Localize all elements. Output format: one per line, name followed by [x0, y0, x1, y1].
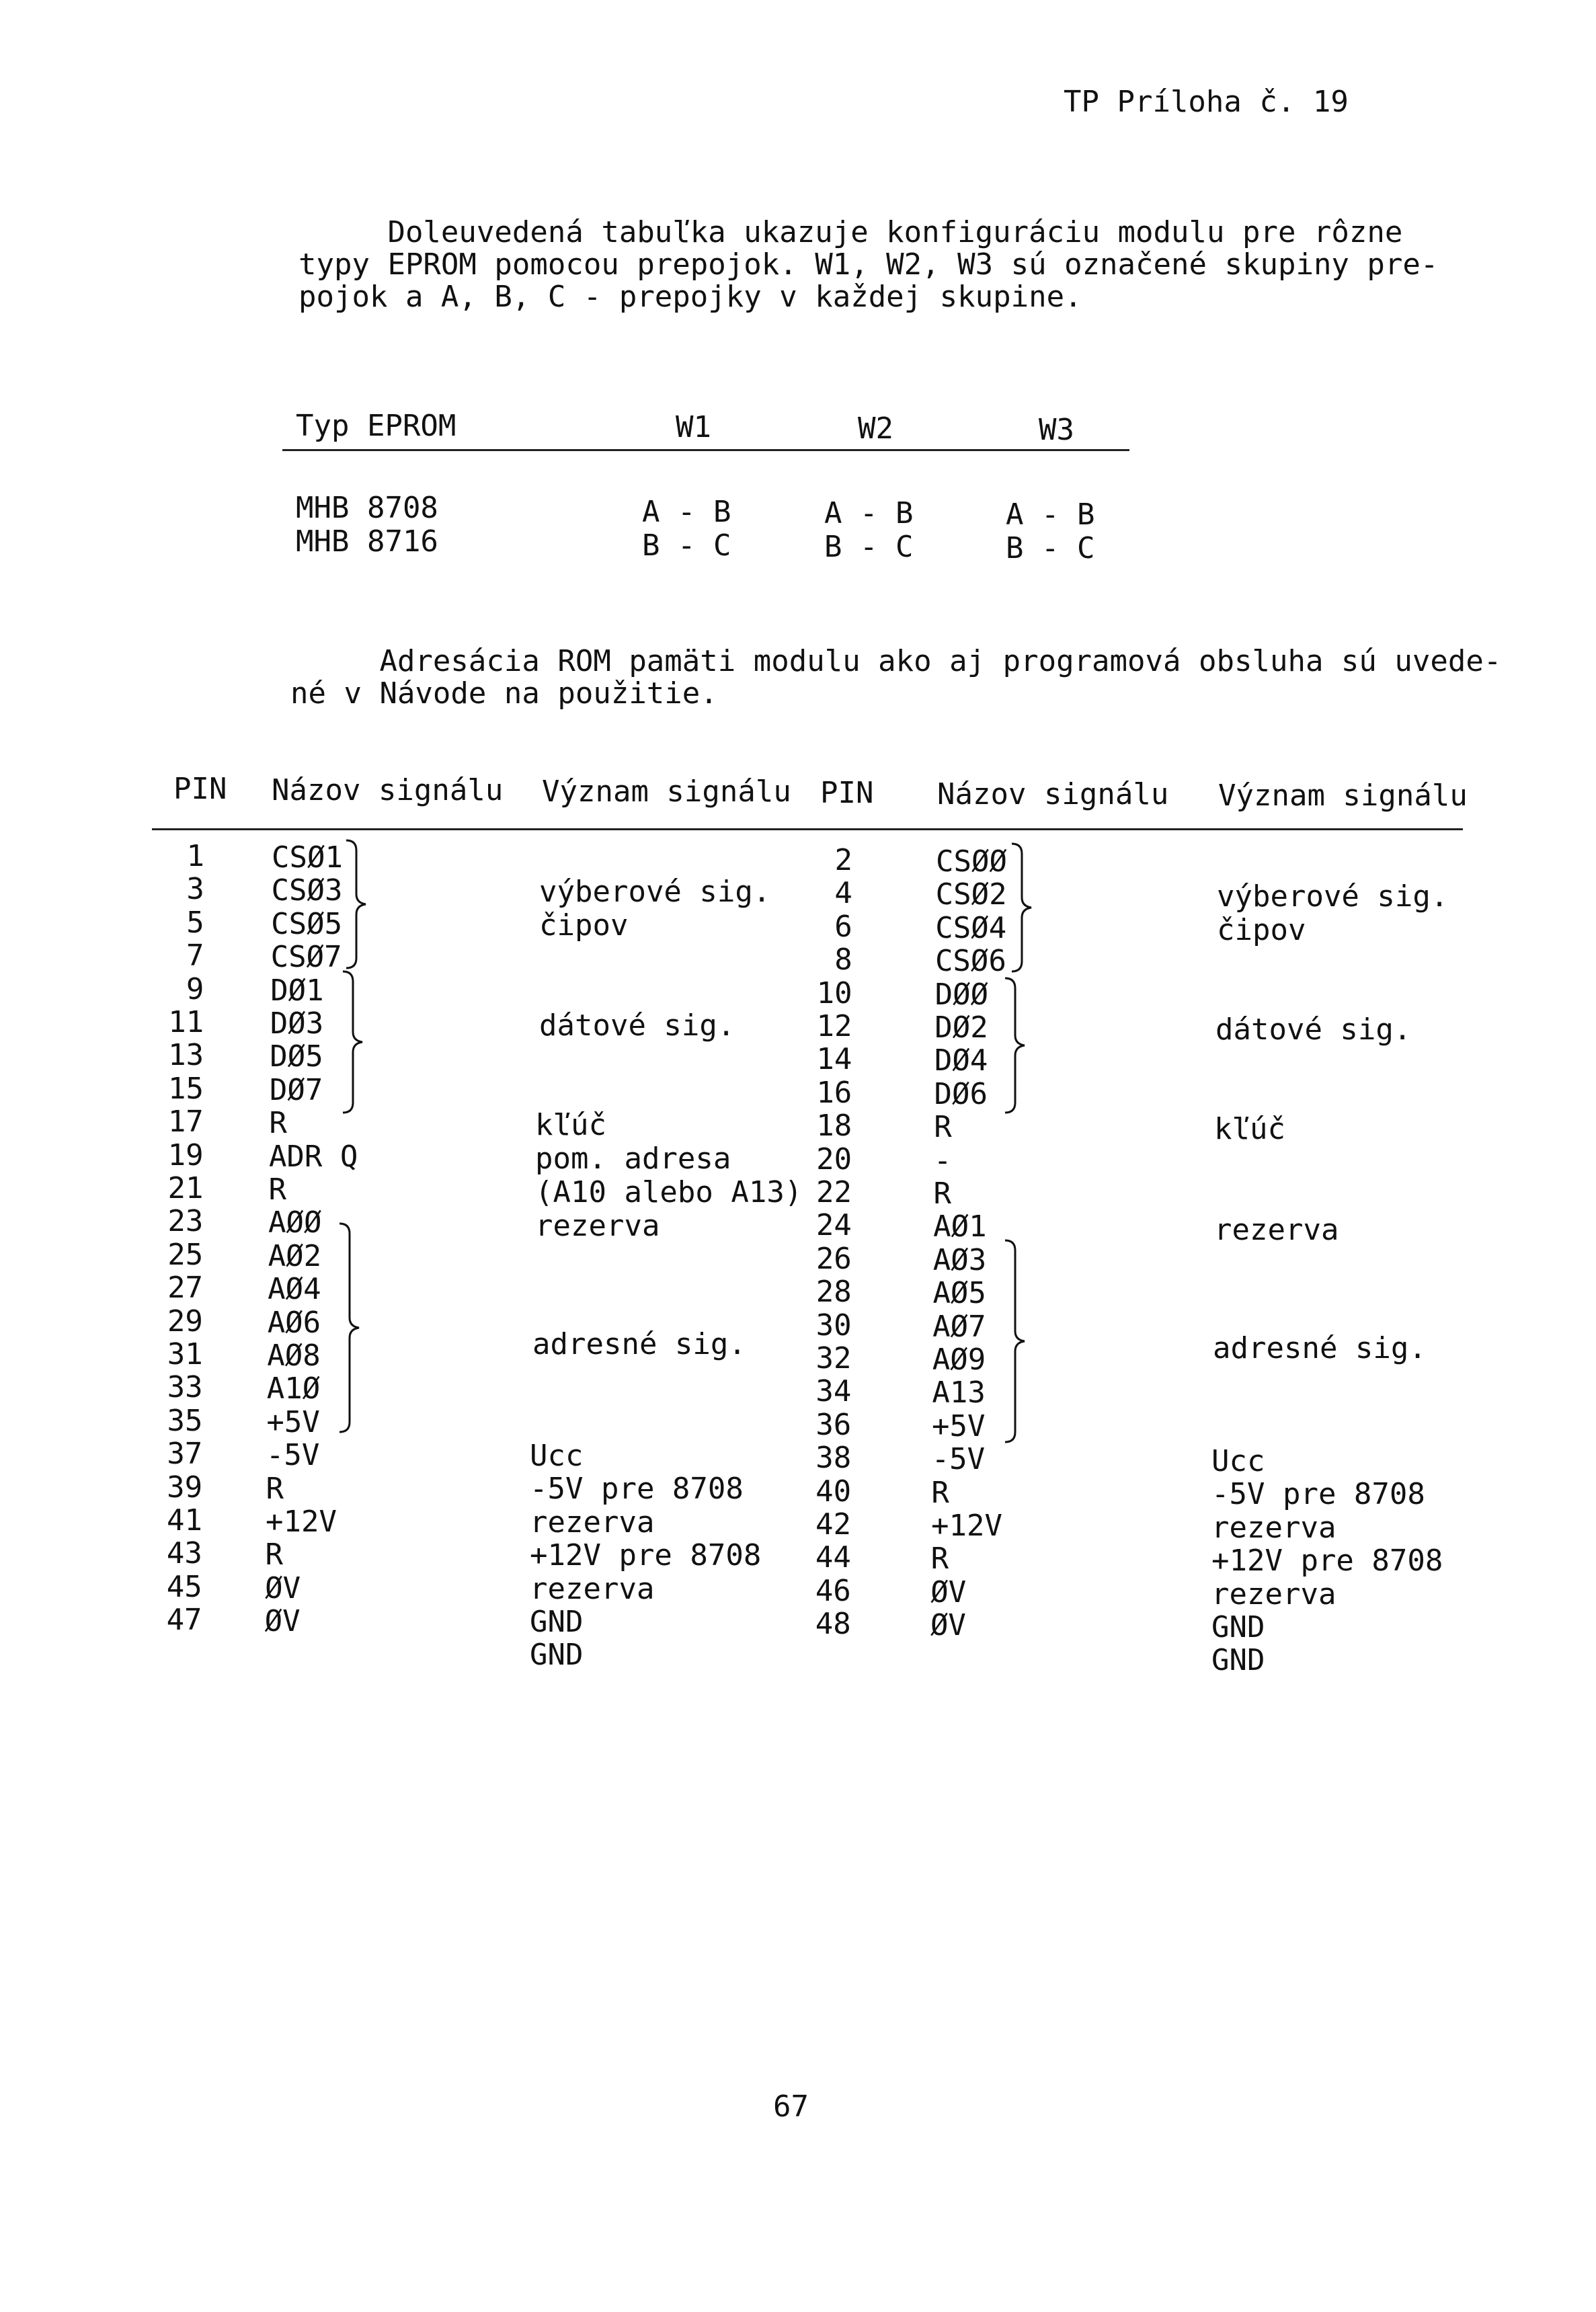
signal-name: AØ2 — [268, 1238, 322, 1273]
signal-name: ØV — [265, 1570, 301, 1605]
signal-name: R — [933, 1177, 951, 1211]
left-meaning-select: výberové sig. — [539, 875, 771, 909]
signal-name: R — [931, 1475, 949, 1510]
pin-header-meaning-left: Význam signálu — [542, 774, 791, 809]
signal-name: AØ3 — [932, 1242, 987, 1277]
pin-number: 35 — [167, 1403, 203, 1438]
left-meaning-aux-address: pom. adresa — [535, 1142, 731, 1176]
pin-number: 25 — [167, 1237, 204, 1272]
signal-name: DØ2 — [934, 1010, 988, 1045]
signal-name: +5V — [266, 1404, 320, 1439]
pin-number: 38 — [815, 1441, 852, 1476]
pin-number: 41 — [167, 1503, 202, 1538]
pin-number: 21 — [167, 1171, 204, 1205]
config-cell: A - B — [642, 495, 731, 529]
signal-name: DØ3 — [270, 1006, 324, 1041]
pin-number: 30 — [815, 1308, 852, 1343]
pin-number: 5 — [186, 905, 204, 940]
signal-name: AØ9 — [932, 1343, 986, 1377]
pin-number: 22 — [816, 1175, 852, 1209]
signal-name: CSØ5 — [271, 906, 343, 941]
left-meaning-address: adresné sig. — [532, 1327, 746, 1361]
right-meaning-select-chips: čipov — [1217, 913, 1306, 947]
signal-name: DØ6 — [934, 1076, 988, 1111]
config-header-rule — [282, 449, 1129, 451]
power-meaning: rezerva — [1211, 1577, 1336, 1611]
signal-name: CSØ7 — [270, 940, 342, 975]
signal-name: R — [269, 1106, 287, 1141]
signal-name: CSØ3 — [271, 873, 343, 908]
pin-number: 13 — [168, 1038, 204, 1073]
pin-number: 11 — [168, 1005, 204, 1039]
power-meaning: +12V pre 8708 — [530, 1538, 762, 1573]
right-data-brace — [1002, 975, 1035, 1116]
signal-name: R — [268, 1172, 286, 1207]
config-header-w3: W3 — [1039, 413, 1074, 447]
left-address-brace — [336, 1220, 370, 1435]
power-meaning: rezerva — [1211, 1510, 1336, 1545]
pin-number: 32 — [815, 1341, 852, 1376]
pin-number: 4 — [834, 876, 852, 911]
power-meaning: -5V pre 8708 — [1211, 1477, 1425, 1512]
config-header-w2: W2 — [858, 411, 893, 446]
pin-number: 2 — [834, 843, 852, 877]
pin-number: 36 — [815, 1407, 852, 1442]
signal-name: ADR Q — [268, 1139, 358, 1174]
signal-name: CSØ6 — [934, 944, 1006, 979]
left-meaning-key: kľúč — [535, 1108, 606, 1142]
right-meaning-address: adresné sig. — [1213, 1331, 1427, 1365]
left-data-brace — [340, 968, 373, 1116]
signal-name: +12V — [266, 1505, 337, 1539]
left-meaning-data: dátové sig. — [539, 1008, 735, 1043]
signal-name: A1Ø — [266, 1371, 321, 1406]
right-meaning-key: kľúč — [1214, 1112, 1285, 1146]
signal-name: -5V — [266, 1438, 320, 1473]
pin-number: 19 — [167, 1138, 204, 1172]
pin-number: 16 — [816, 1075, 852, 1110]
pin-number: 17 — [167, 1105, 204, 1140]
signal-name: CSØ2 — [935, 877, 1007, 912]
pin-number: 47 — [166, 1603, 202, 1638]
power-meaning: Ucc — [1211, 1444, 1265, 1478]
right-meaning-reserve: rezerva — [1214, 1213, 1339, 1247]
pin-header-pin-right: PIN — [820, 776, 874, 810]
power-meaning: -5V pre 8708 — [530, 1472, 744, 1507]
pin-header-name-right: Názov signálu — [937, 777, 1169, 811]
pin-number: 34 — [815, 1374, 852, 1409]
power-meaning: GND — [530, 1605, 584, 1639]
page-header: TP Príloha č. 19 — [1064, 85, 1349, 119]
pin-number: 6 — [834, 909, 852, 944]
intro-line: Doleuvedená tabuľka ukazuje konfiguráciu modulu pre rôzne — [298, 215, 1403, 249]
signal-name: ØV — [264, 1604, 301, 1639]
signal-name: AØ1 — [933, 1209, 987, 1244]
pin-number: 15 — [167, 1071, 204, 1106]
pin-number: 3 — [186, 872, 204, 907]
power-meaning: GND — [1211, 1643, 1265, 1678]
pin-header-meaning-right: Význam signálu — [1218, 779, 1468, 813]
signal-name: CSØ4 — [935, 910, 1007, 945]
power-meaning: rezerva — [530, 1571, 655, 1606]
pin-number: 33 — [167, 1370, 203, 1405]
pin-number: 44 — [815, 1540, 851, 1575]
signal-name: ØV — [930, 1574, 967, 1609]
pin-number: 28 — [815, 1275, 852, 1310]
config-cell: MHB 8708 — [296, 491, 438, 525]
page-number: 67 — [773, 2089, 809, 2124]
signal-name: DØ4 — [934, 1043, 988, 1078]
signal-name: ØV — [930, 1608, 966, 1643]
pin-number: 37 — [167, 1437, 203, 1472]
config-header-type: Typ EPROM — [296, 409, 456, 443]
pin-number: 23 — [167, 1204, 204, 1239]
left-meaning-aux-address-note: (A10 alebo A13) — [535, 1175, 803, 1209]
signal-name: - — [933, 1143, 952, 1178]
right-meaning-select: výberové sig. — [1217, 879, 1449, 914]
pin-number: 43 — [166, 1536, 202, 1571]
addressing-paragraph — [290, 645, 1501, 710]
config-cell: A - B — [1006, 497, 1095, 532]
power-meaning: GND — [530, 1638, 584, 1673]
signal-name: R — [934, 1110, 952, 1145]
pin-number: 42 — [815, 1507, 851, 1542]
config-cell: B - C — [824, 530, 914, 564]
pin-number: 46 — [815, 1573, 851, 1608]
signal-name: AØ8 — [267, 1339, 321, 1373]
signal-name: AØØ — [268, 1205, 322, 1240]
pin-number: 29 — [167, 1304, 203, 1339]
config-cell: B - C — [642, 528, 731, 563]
signal-name: R — [930, 1542, 949, 1577]
intro-line: pojok a A, B, C - prepojky v každej skupine. — [298, 280, 1082, 314]
pin-number: 1 — [186, 839, 204, 873]
signal-name: AØ6 — [267, 1305, 321, 1340]
pin-number: 26 — [815, 1241, 852, 1276]
pin-number: 27 — [167, 1271, 204, 1306]
pin-number: 40 — [815, 1474, 852, 1509]
pin-number: 18 — [816, 1109, 852, 1144]
signal-name: +12V — [931, 1509, 1002, 1543]
pin-number: 12 — [816, 1009, 852, 1043]
pin-number: 8 — [834, 943, 852, 978]
left-meaning-reserve: rezerva — [535, 1209, 660, 1243]
intro-line: typy EPROM pomocou prepojok. W1, W2, W3 sú označené skupiny pre- — [298, 247, 1439, 282]
signal-name: AØ5 — [932, 1276, 986, 1311]
pin-number: 7 — [186, 939, 204, 973]
pin-number: 48 — [815, 1607, 851, 1642]
power-meaning: rezerva — [530, 1505, 655, 1540]
addressing-line: né v Návode na použitie. — [290, 676, 718, 711]
power-meaning: GND — [1211, 1610, 1265, 1644]
signal-name: CSØØ — [936, 844, 1007, 879]
pin-header-pin-left: PIN — [173, 772, 227, 806]
signal-name: AØ4 — [268, 1272, 321, 1307]
config-cell: A - B — [824, 496, 914, 530]
signal-name: DØ1 — [270, 973, 324, 1008]
signal-name: DØ7 — [269, 1072, 323, 1107]
pin-number: 20 — [816, 1142, 852, 1177]
signal-name: AØ7 — [932, 1309, 986, 1344]
right-select-brace — [1008, 840, 1042, 975]
right-meaning-data: dátové sig. — [1215, 1012, 1412, 1047]
left-meaning-select-chips: čipov — [539, 908, 629, 943]
signal-name: A13 — [932, 1376, 986, 1410]
pin-number: 14 — [816, 1042, 852, 1077]
signal-name: DØØ — [934, 977, 989, 1012]
pin-header-rule — [152, 828, 1463, 830]
pin-number: 24 — [815, 1208, 852, 1243]
addressing-line: Adresácia ROM pamäti modulu ako aj programová obsluha sú uvede- — [290, 644, 1502, 678]
pin-number: 9 — [186, 971, 204, 1006]
signal-name: DØ5 — [270, 1039, 323, 1074]
pin-number: 10 — [816, 975, 852, 1010]
pin-header-name-left: Názov signálu — [272, 773, 504, 807]
power-meaning: +12V pre 8708 — [1211, 1544, 1443, 1579]
config-cell: MHB 8716 — [296, 524, 438, 559]
config-header-w1: W1 — [676, 410, 711, 444]
signal-name: CSØ1 — [272, 840, 343, 875]
signal-name: -5V — [931, 1442, 986, 1477]
signal-name: R — [265, 1538, 284, 1572]
pin-number: 45 — [166, 1569, 202, 1604]
intro-paragraph — [298, 216, 1438, 313]
signal-name: +5V — [932, 1408, 986, 1443]
pin-number: 31 — [167, 1337, 203, 1371]
signal-name: R — [266, 1471, 284, 1506]
config-cell: B - C — [1006, 531, 1095, 565]
left-select-brace — [343, 837, 376, 971]
right-address-brace — [1002, 1237, 1035, 1445]
power-meaning: Ucc — [530, 1439, 584, 1473]
pin-number: 39 — [167, 1470, 203, 1505]
